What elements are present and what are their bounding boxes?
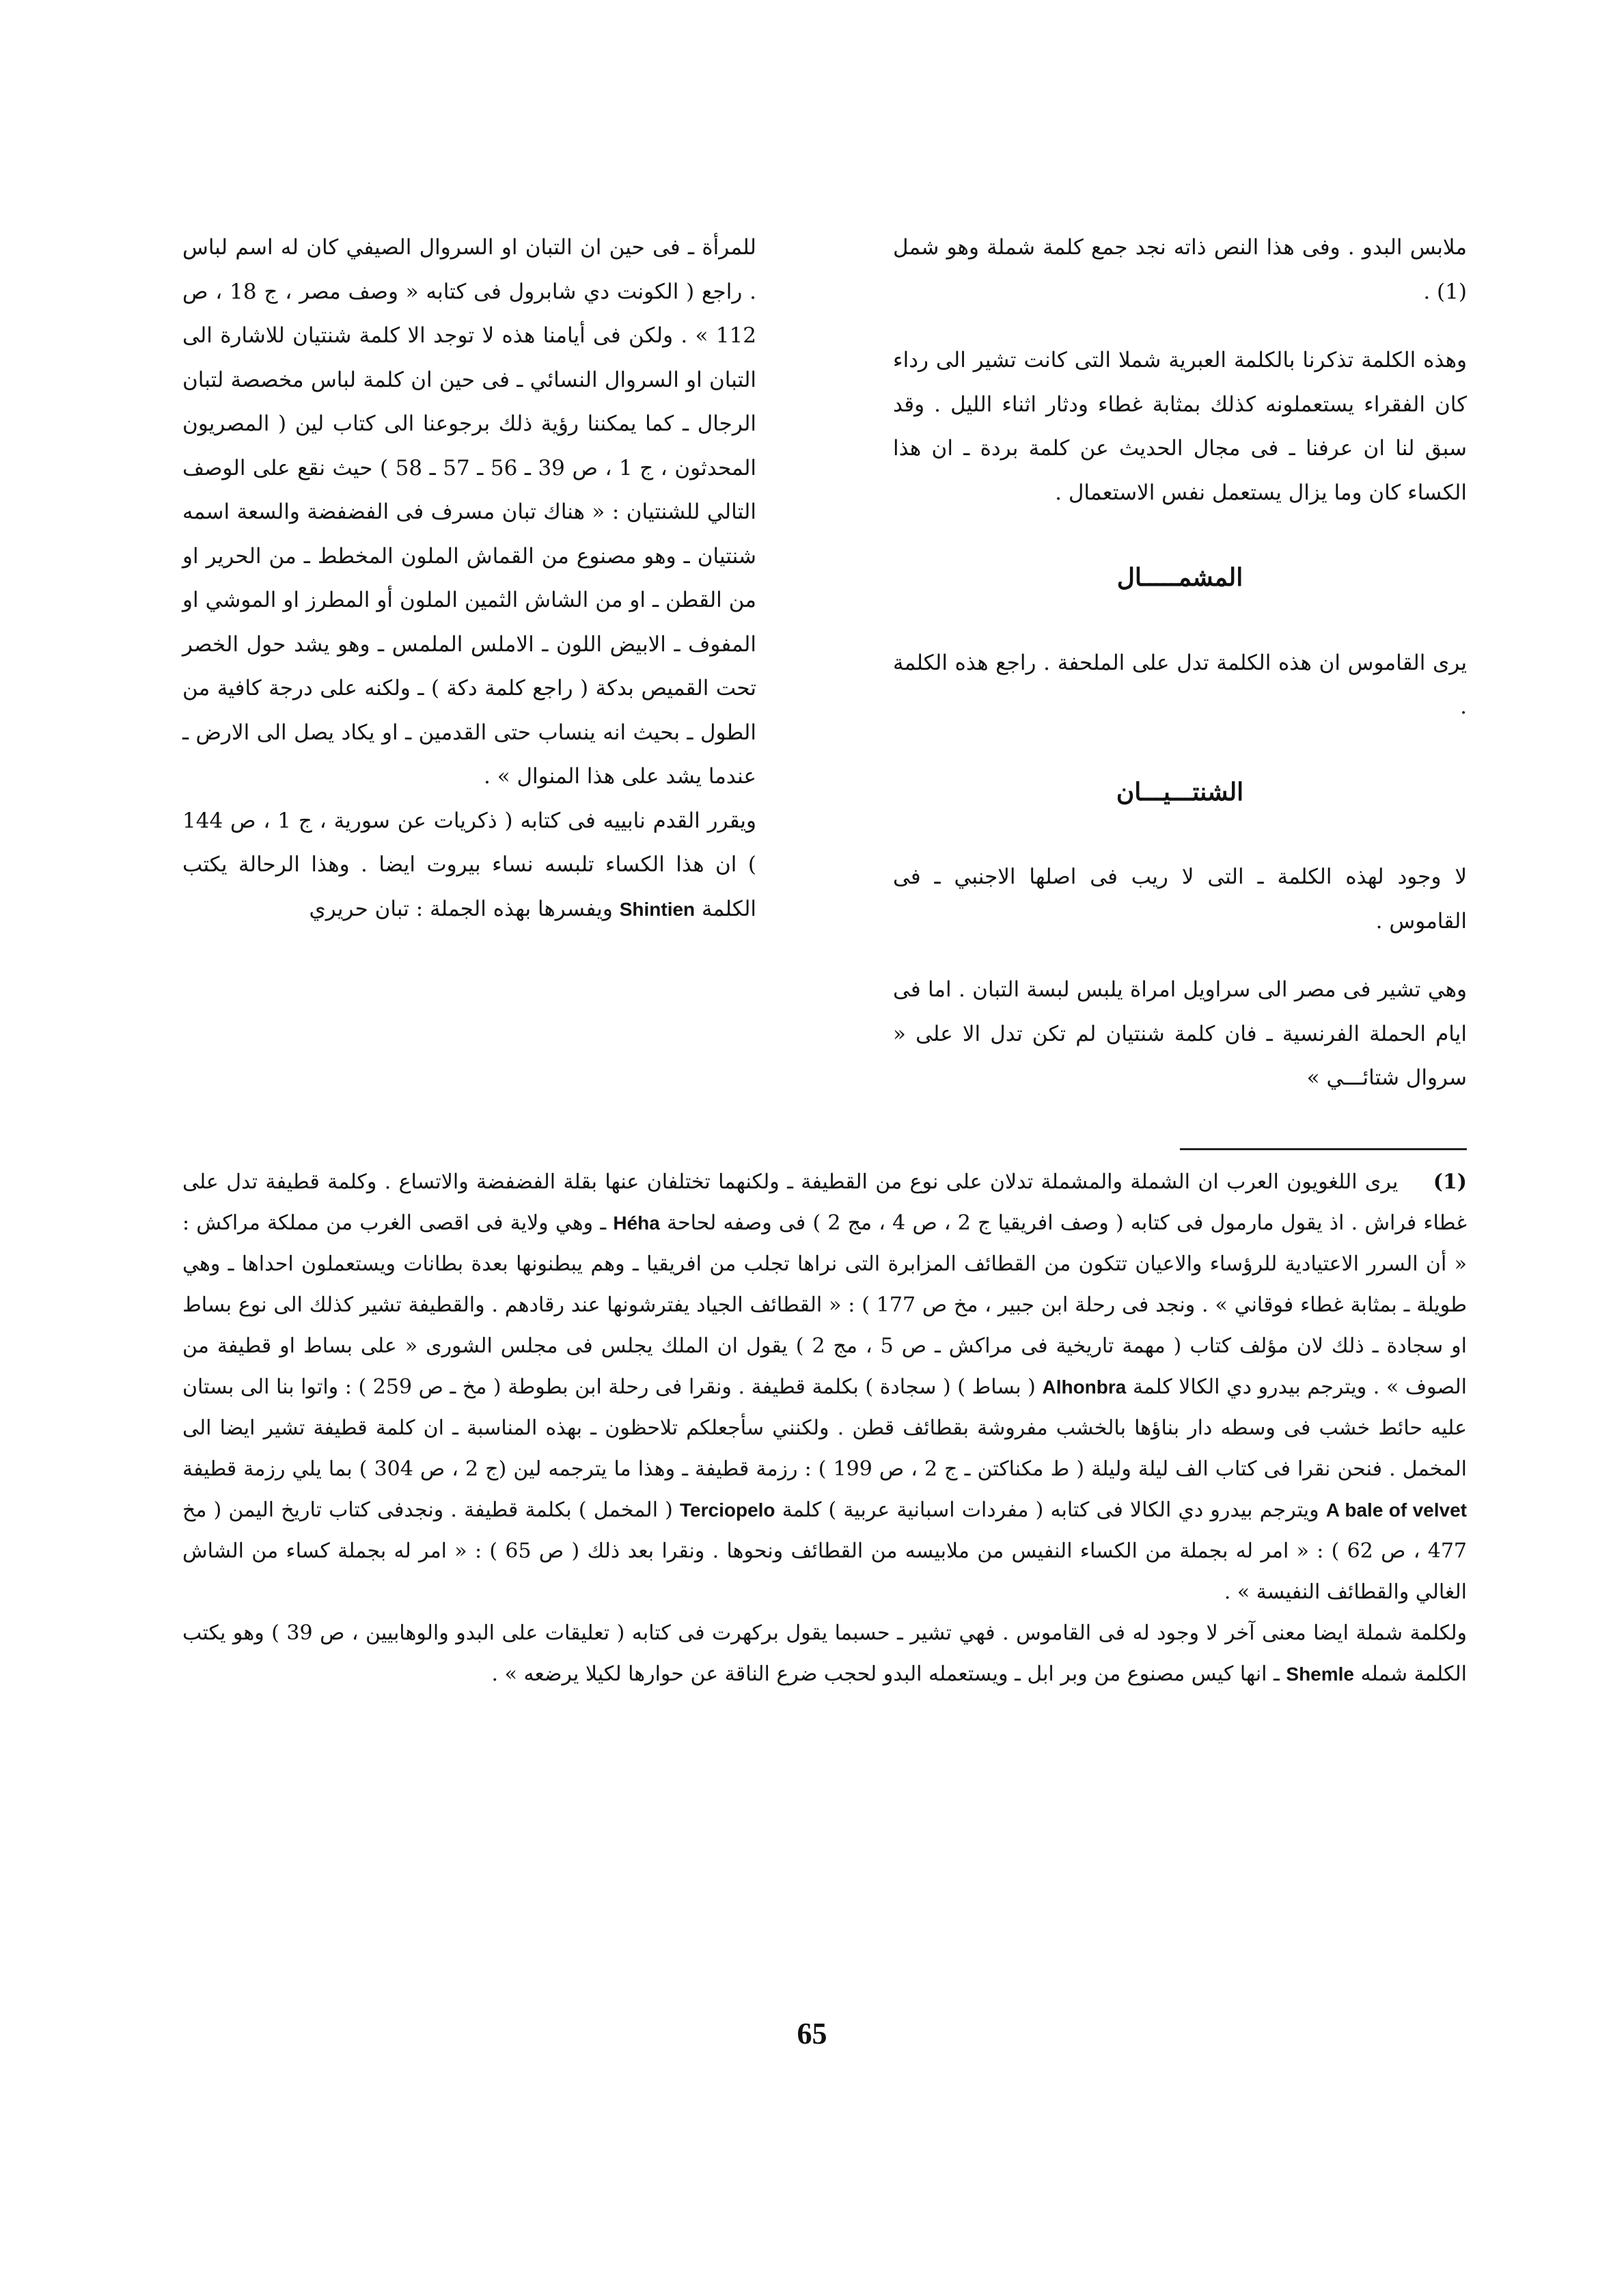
section-heading: الشنتـــيـــان	[1116, 777, 1244, 806]
latin-term: Shintien	[619, 898, 696, 920]
footnote-marker: (1)	[1433, 1170, 1467, 1194]
text-run: ولكلمة شملة ايضا معنى آخر لا وجود له فى القاموس . فهي تشير ـ حسبما يقول بركهرت فى كتابه ( تعليقات على البدو والوهابيين ، ص 39 ) وهو يكتب الكلمة شمله	[182, 1621, 1467, 1686]
text-run: ـ وهي ولاية فى اقصى الغرب من مملكة مراكش : « أن السرر الاعتيادية للرؤساء والاعيان تتكون من القطائف المزابرة التى نراها تجلب من افريقيا ـ وهم يبطنونها بعدة بطانات ويستعملون احداها ـ وهي طويلة ـ بمثابة غطاء فوقاني » . ونجد فى رحلة ابن جبير ، مخ ص 177 ) : « القطائف الجياد يفترشونها عند رقادهم . والقطيفة تشير كذلك الى نوع بساط او سجادة ـ ذلك لان مؤلف كتاب ( مهمة تاريخية فى مراكش ـ ص 5 ، مج 2 ) يقول ان الملك يجلس فى مجلس الشورى « على بساط او قطيفة من الصوف » . ويترجم بيدرو دي الكالا كلمة	[182, 1211, 1467, 1399]
right-column	[893, 226, 1467, 1100]
text-run: يرى اللغويون العرب ان الشملة والمشملة تدلان على نوع من القطيفة ـ ولكنهما تختلفان عنها بقلة الفضفضة والاتساع . وكلمة قطيفة تدل على غطاء فراش . اذ يقول مارمول فى كتابه ( وصف افريقيا ج 2 ، ص 4 ، مج 2 ) فى وصفه لحاحة	[182, 1170, 1467, 1235]
text-run: ويترجم بيدرو دي الكالا فى كتابه ( مفردات اسبانية عربية ) كلمة	[782, 1498, 1319, 1522]
latin-term: A bale of velvet	[1325, 1499, 1467, 1521]
latin-term: Héha	[613, 1212, 660, 1234]
paragraph: وهي تشير فى مصر الى سراويل امراة يلبس لبسة التبان . اما فى ايام الحملة الفرنسية ـ فان كلمة شنتيان لم تكن تدل الا على « سروال شتائـــي »	[893, 977, 1467, 1090]
paragraph: يرى القاموس ان هذه الكلمة تدل على الملحفة . راجع هذه الكلمة .	[893, 650, 1467, 719]
latin-term: Alhonbra	[1042, 1376, 1127, 1398]
footnote-paragraph	[182, 1162, 1467, 1613]
paragraph: لا وجود لهذه الكلمة ـ التى لا ريب فى اصلها الاجنبي ـ فى القاموس .	[893, 865, 1467, 934]
paragraph: للمرأة ـ فى حين ان التبان او السروال الصيفي كان له اسم لباس . راجع ( الكونت دي شابرول فى كتابه « وصف مصر ، ج 18 ، ص 112 » . ولكن فى أيامنا هذه لا توجد الا كلمة شنتيان للاشارة الى التبان او السروال النسائي ـ فى حين ان كلمة لباس مخصصة لتبان الرجال ـ كما يمكننا رؤية ذلك برجوعنا الى كتاب لين ( المصريون المحدثون ، ج 1 ، ص 39 ـ 56 ـ 57 ـ 58 ) حيث نقع على الوصف التالي للشنتيان : « هناك تبان مسرف فى الفضفضة والسعة اسمه شنتيان ـ وهو مصنوع من القماش الملون المخطط ـ من الحرير او من القطن ـ او من الشاش الثمين الملون أو المطرز او الموشي او المفوف ـ الابيض اللون ـ الاملس الملمس ـ وهو يشد حول الخصر تحت القميص بدكة ( راجع كلمة دكة ) ـ ولكنه على درجة كافية من الطول ـ بحيث انه ينساب حتى القدمين ـ او يكاد يصل الى الارض ـ عندما يشد على هذا المنوال » .	[182, 235, 757, 789]
paragraph	[182, 799, 756, 932]
paragraph: وهذه الكلمة تذكرنا بالكلمة العبرية شملا التى كانت تشير الى رداء كان الفقراء يستعملونه كذلك بمثابة غطاء ودثار اثناء الليل . وقد سبق لنا ان عرفنا ـ فى مجال الحديث عن كلمة بردة ـ ان هذا الكساء كان وما يزال يستعمل نفس الاستعمال .	[893, 348, 1467, 505]
text-run: ـ انها كيس مصنوع من وبر ابل ـ ويستعمله البدو لحجب ضرع الناقة عن حوارها لكيلا يرضعه » .	[491, 1662, 1280, 1686]
latin-term: Terciopelo	[680, 1499, 775, 1521]
text-run: ويقرر القدم نابييه فى كتابه ( ذكريات عن سورية ، ج 1 ، ص 144 ) ان هذا الكساء تلبسه نساء بيروت ايضا . وهذا الرحالة يكتب الكلمة	[182, 808, 756, 921]
latin-term: Shemle	[1286, 1663, 1355, 1685]
text-run: ويفسرها بهذه الجملة : تبان حريري	[309, 896, 613, 921]
footnote-separator	[1180, 1148, 1467, 1150]
text-run: ( بساط ) ( سجادة ) بكلمة قطيفة . ونقرا فى رحلة ابن بطوطة ( مخ ـ ص 259 ) : واتوا بنا الى بستان عليه حائط خشب فى وسطه دار بناؤها بالخشب مفروشة بقطائف قطن . ولكنني سأجعلكم تلاحظون ـ بهذه المناسبة ـ ان كلمة قطيفة تشير ايضا الى المخمل . فنحن نقرا فى كتاب الف ليلة وليلة ( ط مكناكتن ـ ج 2 ، ص 199 ) : رزمة قطيفة ـ وهذا ما يترجمه لين (ج 2 ، ص 304 ) بما يلي رزمة قطيفة	[182, 1375, 1467, 1481]
text-run: ( المخمل ) بكلمة قطيفة . ونجدفى كتاب تاريخ اليمن ( مخ 477 ، ص 62 ) : « امر له بجملة من الكساء النفيس من ملابيسه من القطائف ونحوها . ونقرا بعد ذلك ( ص 65 ) : « امر له بجملة كساء من الشاش الغالي والقطائف النفيسة » .	[182, 1498, 1467, 1604]
section-heading: المشمـــــال	[1116, 563, 1243, 592]
page-number: 65	[797, 2017, 827, 2050]
left-column	[182, 226, 756, 932]
footnote-paragraph	[182, 1613, 1467, 1695]
paragraph: ملابس البدو . وفى هذا النص ذاته نجد جمع كلمة شملة وهو شمل (1) .	[893, 235, 1467, 304]
footnote	[182, 1162, 1467, 1695]
